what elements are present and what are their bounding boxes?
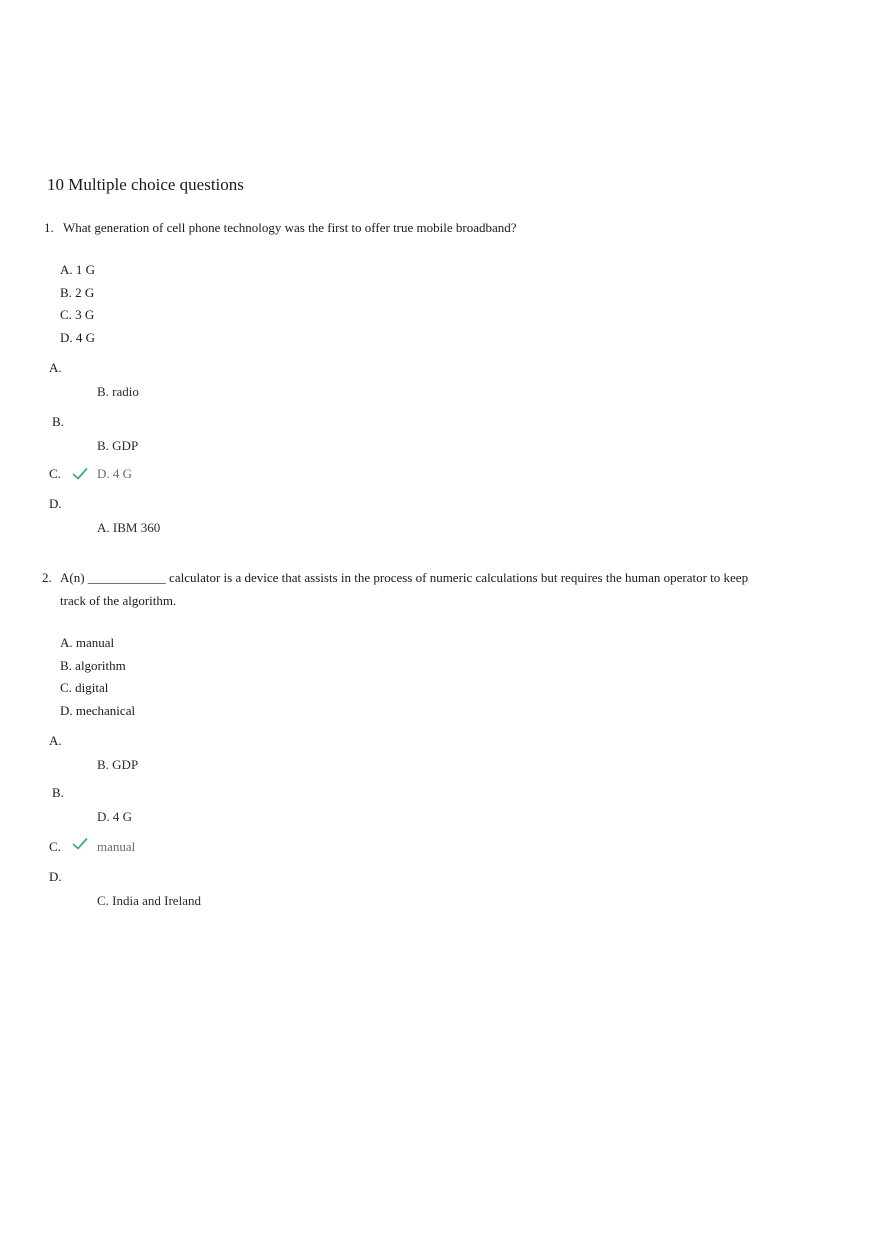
option-list bbox=[60, 259, 95, 349]
question-text: A(n) ____________ calculator is a device that assists in the process of numeric calculations but requires the human operator to keep track of the algorithm. bbox=[60, 570, 749, 608]
answer-row-a bbox=[0, 360, 880, 416]
page-title: 10 Multiple choice questions bbox=[47, 175, 244, 194]
answer-letter: C. bbox=[49, 466, 61, 481]
option-list bbox=[60, 632, 135, 722]
question-number: 2. bbox=[42, 570, 52, 585]
option-item: B. 2 G bbox=[60, 284, 95, 300]
answer-text: D. 4 G bbox=[97, 466, 133, 481]
question-number: 1. bbox=[44, 220, 54, 235]
answer-row-b bbox=[0, 414, 880, 470]
option-item: B. algorithm bbox=[60, 657, 126, 673]
check-icon bbox=[72, 836, 88, 852]
question-text: What generation of cell phone technology was the first to offer true mobile broadband? bbox=[63, 220, 517, 235]
answer-text: C. India and Ireland bbox=[97, 893, 201, 908]
answer-text: B. GDP bbox=[97, 757, 139, 772]
answer-letter: D. bbox=[49, 869, 62, 884]
answer-letter: A. bbox=[49, 733, 62, 748]
check-icon bbox=[72, 466, 88, 482]
answer-letter: D. bbox=[49, 496, 62, 511]
answer-text: B. radio bbox=[97, 384, 139, 399]
option-item: C. digital bbox=[60, 680, 109, 695]
option-item: D. mechanical bbox=[60, 702, 136, 718]
option-item: C. 3 G bbox=[60, 307, 95, 322]
answer-text: A. IBM 360 bbox=[97, 520, 161, 535]
option-item: A. 1 G bbox=[60, 262, 96, 277]
answer-letter: B. bbox=[52, 785, 64, 800]
answer-letter: B. bbox=[52, 414, 64, 429]
answer-row-d bbox=[0, 869, 880, 925]
answer-text: manual bbox=[97, 839, 136, 854]
answer-letter: A. bbox=[49, 360, 62, 375]
answer-text: B. GDP bbox=[97, 438, 139, 453]
answer-row-a bbox=[0, 733, 880, 789]
option-item: D. 4 G bbox=[60, 329, 96, 345]
answer-letter: C. bbox=[49, 839, 61, 854]
answer-row-d bbox=[0, 496, 880, 552]
answer-row-b bbox=[0, 785, 880, 841]
option-item: A. manual bbox=[60, 635, 115, 650]
answer-text: D. 4 G bbox=[97, 809, 133, 824]
